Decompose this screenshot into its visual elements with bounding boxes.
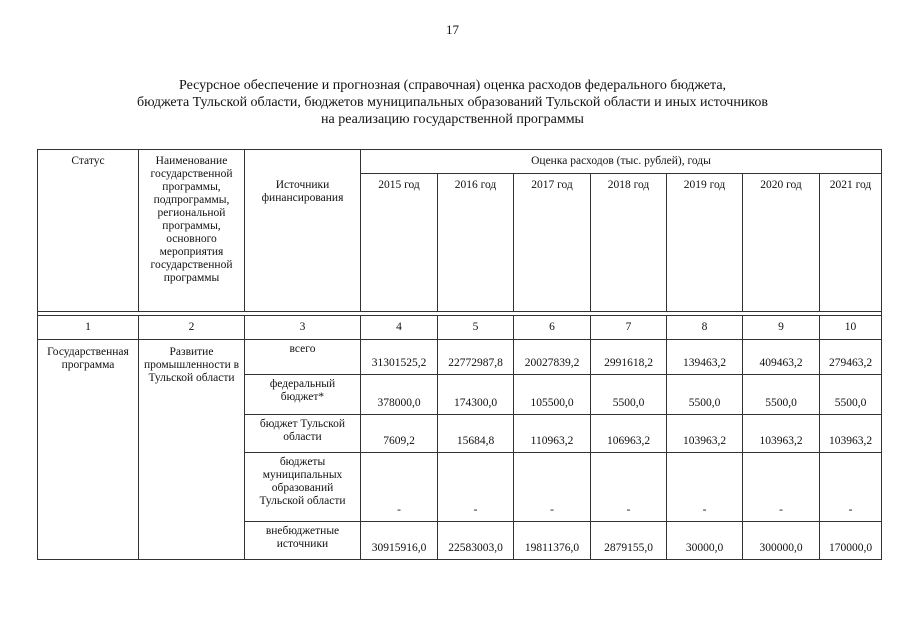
row-value: - — [667, 453, 743, 522]
row-value: 174300,0 — [438, 375, 514, 415]
row-source: всего — [245, 340, 361, 375]
row-value: 19811376,0 — [514, 522, 591, 560]
header-year: 2015 год — [361, 174, 438, 312]
title-line: Ресурсное обеспечение и прогнозная (справочная) оценка расходов федерального бюджета, — [178, 78, 727, 93]
column-number: 6 — [514, 316, 591, 340]
header-year: 2018 год — [591, 174, 667, 312]
row-value: 409463,2 — [743, 340, 820, 375]
row-source: бюджеты муниципальных образований Тульской области — [245, 453, 361, 522]
header-blank — [245, 150, 361, 174]
row-value: - — [438, 453, 514, 522]
header-name: Наименование государственной программы, подпрограммы, региональной программы, основного мероприятия государственной программы — [139, 150, 245, 312]
row-value: - — [743, 453, 820, 522]
title-line: бюджета Тульской области, бюджетов муниципальных образований Тульской области и иных источников — [136, 95, 769, 110]
row-value: 279463,2 — [820, 340, 882, 375]
header-sources: Источники финансирования — [245, 174, 361, 312]
row-value: 139463,2 — [667, 340, 743, 375]
column-number: 7 — [591, 316, 667, 340]
program-status: Государственная программа — [38, 340, 139, 560]
column-number: 8 — [667, 316, 743, 340]
column-number: 9 — [743, 316, 820, 340]
row-value: - — [514, 453, 591, 522]
column-number: 2 — [139, 316, 245, 340]
row-value: 15684,8 — [438, 415, 514, 453]
row-value: 22583003,0 — [438, 522, 514, 560]
header-year: 2020 год — [743, 174, 820, 312]
row-value: - — [361, 453, 438, 522]
column-number: 10 — [820, 316, 882, 340]
row-value: 20027839,2 — [514, 340, 591, 375]
row-source: бюджет Тульской области — [245, 415, 361, 453]
row-value: - — [591, 453, 667, 522]
row-source: внебюджетные источники — [245, 522, 361, 560]
column-number: 3 — [245, 316, 361, 340]
row-value: 2991618,2 — [591, 340, 667, 375]
header-year: 2017 год — [514, 174, 591, 312]
row-value: 5500,0 — [743, 375, 820, 415]
row-value: 110963,2 — [514, 415, 591, 453]
header-status: Статус — [38, 150, 139, 312]
row-value: 30000,0 — [667, 522, 743, 560]
row-value: 103963,2 — [820, 415, 882, 453]
budget-table — [37, 149, 882, 560]
title-line: на реализацию государственной программы — [321, 112, 584, 127]
page-number: 17 — [446, 22, 459, 37]
document-title — [0, 77, 905, 128]
row-value: 103963,2 — [667, 415, 743, 453]
row-value: 22772987,8 — [438, 340, 514, 375]
header-year: 2019 год — [667, 174, 743, 312]
header-year: 2016 год — [438, 174, 514, 312]
row-value: 300000,0 — [743, 522, 820, 560]
row-value: - — [820, 453, 882, 522]
row-value: 5500,0 — [591, 375, 667, 415]
column-number: 1 — [38, 316, 139, 340]
header-estimate: Оценка расходов (тыс. рублей), годы — [361, 150, 882, 174]
row-value: 106963,2 — [591, 415, 667, 453]
program-name: Развитие промышленности в Тульской области — [139, 340, 245, 560]
row-value: 378000,0 — [361, 375, 438, 415]
row-value: 103963,2 — [743, 415, 820, 453]
column-number: 4 — [361, 316, 438, 340]
column-number: 5 — [438, 316, 514, 340]
row-value: 7609,2 — [361, 415, 438, 453]
table-row — [38, 340, 882, 375]
row-value: 5500,0 — [667, 375, 743, 415]
row-value: 170000,0 — [820, 522, 882, 560]
row-source: федеральный бюджет* — [245, 375, 361, 415]
row-value: 30915916,0 — [361, 522, 438, 560]
row-value: 31301525,2 — [361, 340, 438, 375]
row-value: 5500,0 — [820, 375, 882, 415]
row-value: 2879155,0 — [591, 522, 667, 560]
header-year: 2021 год — [820, 174, 882, 312]
row-value: 105500,0 — [514, 375, 591, 415]
